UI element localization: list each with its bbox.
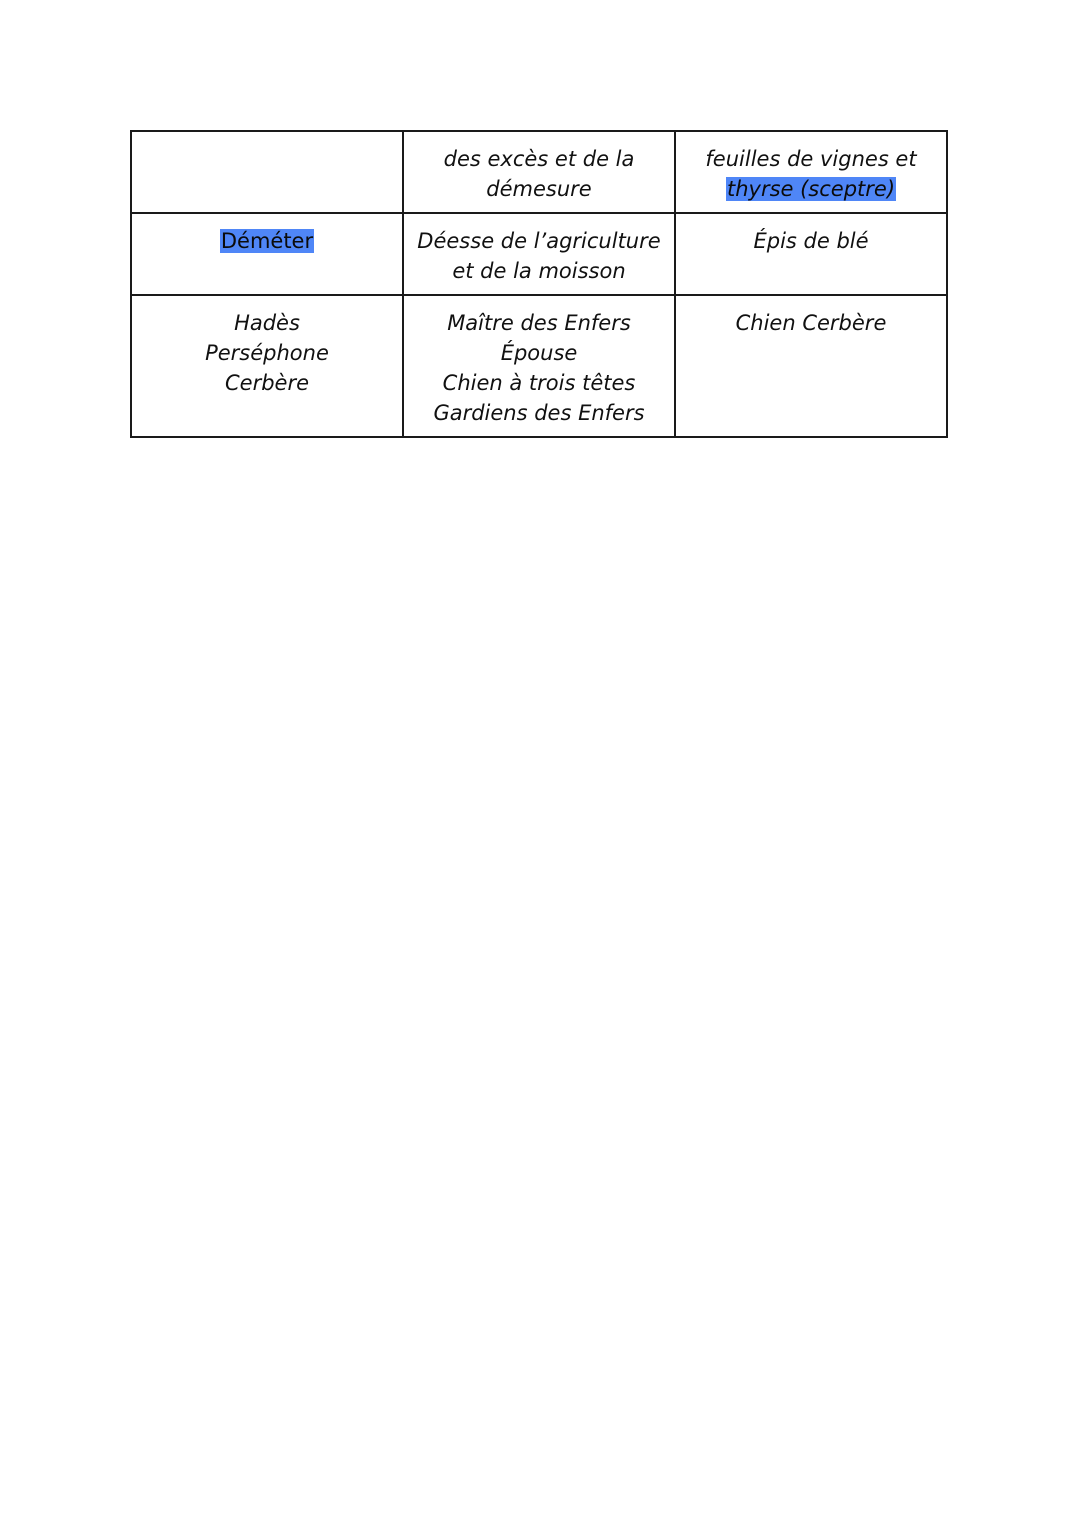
table-row <box>131 213 947 295</box>
cell-text-line: démesure <box>486 177 592 201</box>
cell-text-line: Déesse de l’agriculture <box>417 229 661 253</box>
cell-text-line: feuilles de vignes et <box>705 147 917 171</box>
table-cell-description <box>403 131 675 213</box>
table-row <box>131 295 947 437</box>
table-cell-symbol <box>675 213 947 295</box>
cell-text-line: Épis de blé <box>753 229 869 253</box>
cell-text-line: Maître des Enfers <box>447 311 631 335</box>
table-cell-name <box>131 213 403 295</box>
table-cell-empty <box>131 131 403 213</box>
mythology-table <box>130 130 948 438</box>
cell-text-line: Cerbère <box>224 371 310 395</box>
table-cell-description <box>403 213 675 295</box>
cell-text-line: Épouse <box>500 341 578 365</box>
table-cell-description <box>403 295 675 437</box>
cell-text-line-highlighted <box>682 174 940 204</box>
cell-text-line: Chien Cerbère <box>735 311 887 335</box>
cell-text-line-highlighted <box>138 226 396 256</box>
table-cell-symbol <box>675 131 947 213</box>
cell-text-line: Chien à trois têtes <box>442 371 636 395</box>
cell-text-line: Hadès <box>234 311 300 335</box>
cell-text-line: Gardiens des Enfers <box>433 401 645 425</box>
cell-text-line: Perséphone <box>205 341 329 365</box>
table-cell-name <box>131 295 403 437</box>
text-highlight: Déméter <box>220 229 314 253</box>
cell-text-line: des excès et de la <box>443 147 635 171</box>
text-highlight: thyrse (sceptre) <box>726 177 896 201</box>
cell-text-line: et de la moisson <box>452 259 626 283</box>
table-row <box>131 131 947 213</box>
table-cell-symbol <box>675 295 947 437</box>
